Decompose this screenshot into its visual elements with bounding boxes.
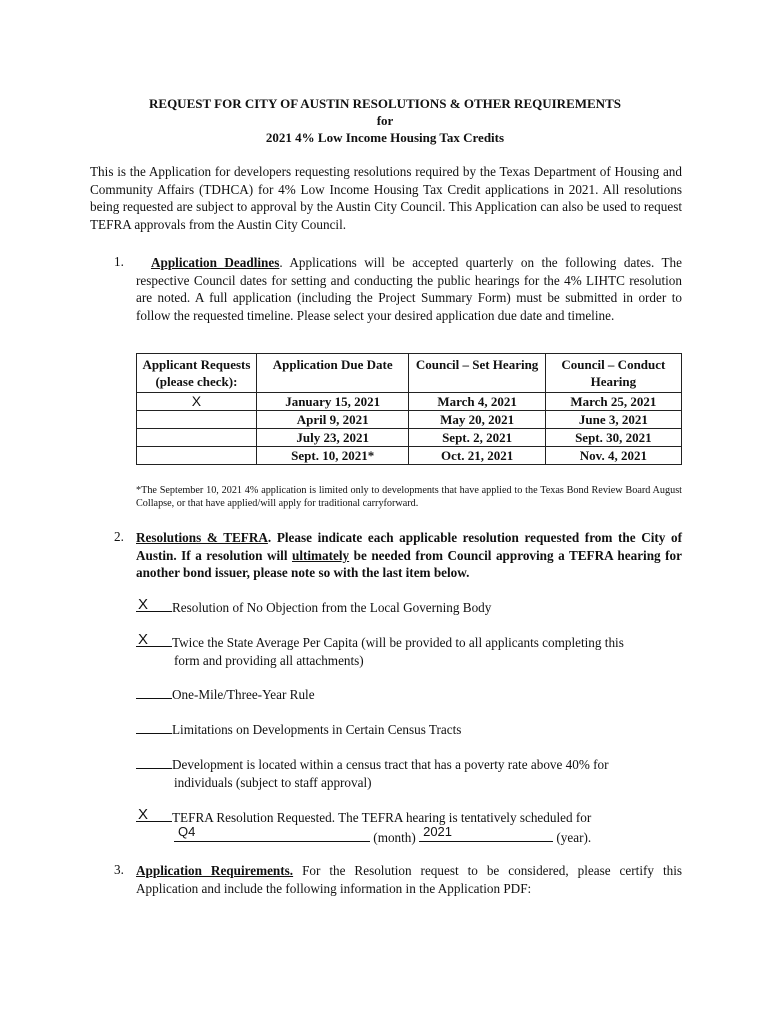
tefra-year-value: 2021 [423, 824, 453, 839]
check-cell[interactable] [137, 447, 257, 465]
option-label: Limitations on Developments in Certain Census Tracts [172, 722, 462, 737]
option-poverty-rate [136, 755, 682, 791]
section-2-body [136, 529, 682, 582]
conduct-hearing-cell: June 3, 2021 [545, 411, 681, 429]
table-footnote: *The September 10, 2021 4% application is limited only to developments that have applied to the Texas Bond Review Board August Collapse, or that have applied/will apply for traditional carryforward. [136, 485, 682, 509]
option-checkbox[interactable] [136, 805, 172, 823]
option-label-cont: individuals (subject to staff approval) [174, 774, 372, 790]
option-checkbox[interactable] [136, 720, 172, 734]
due-date-cell: Sept. 10, 2021* [256, 447, 409, 465]
set-hearing-cell: May 20, 2021 [409, 411, 545, 429]
due-date-cell: January 15, 2021 [256, 393, 409, 411]
table-row [137, 411, 682, 429]
tefra-month-value: Q4 [178, 824, 196, 839]
document-title: REQUEST FOR CITY OF AUSTIN RESOLUTIONS & OTHER REQUIREMENTS [149, 96, 621, 111]
set-hearing-cell: March 4, 2021 [409, 393, 545, 411]
section-2-ultimately: ultimately [292, 547, 350, 563]
option-mark: X [138, 805, 149, 823]
set-hearing-cell: Oct. 21, 2021 [409, 447, 545, 465]
table-header-applicant: Applicant Requests (please check): [137, 354, 257, 393]
section-1-number: 1. [114, 254, 124, 269]
document-title-for: for [376, 113, 394, 128]
option-checkbox[interactable] [136, 755, 172, 769]
document-subtitle: 2021 4% Low Income Housing Tax Credits [265, 130, 505, 145]
option-label: TEFRA Resolution Requested. The TEFRA hearing is tentatively scheduled for [172, 810, 592, 825]
section-3-text: For the Resolution request to be considered, please certify this Application and include the following information in the Application PDF: [136, 863, 682, 896]
option-checkbox[interactable] [136, 685, 172, 699]
check-cell[interactable] [137, 411, 257, 429]
tefra-month-label: (month) [373, 829, 416, 845]
option-mark: X [138, 595, 149, 613]
conduct-hearing-cell: Sept. 30, 2021 [545, 429, 681, 447]
option-label: Development is located within a census tract that has a poverty rate above 40% for [172, 757, 609, 772]
section-3-number: 3. [114, 862, 124, 877]
check-cell[interactable]: X [137, 393, 257, 411]
section-1-body [136, 254, 682, 324]
table-header-conduct-hearing: Council – Conduct Hearing [545, 354, 681, 393]
tefra-year-field[interactable] [419, 824, 553, 842]
option-no-objection [136, 595, 682, 617]
section-2-text-a: . Please indicate each applicable resolution requested from the City of Austin. If a resolution will [136, 530, 682, 563]
option-label: Twice the State Average Per Capita (will be provided to all applicants completing this [172, 635, 624, 650]
option-census-tracts [136, 720, 682, 739]
tefra-year-label: (year). [556, 829, 592, 845]
due-date-cell: July 23, 2021 [256, 429, 409, 447]
section-3-heading: Application Requirements. [136, 863, 294, 878]
conduct-hearing-cell: Nov. 4, 2021 [545, 447, 681, 465]
section-2-heading: Resolutions & TEFRA [136, 530, 268, 545]
option-checkbox[interactable] [136, 595, 172, 613]
option-tefra-resolution [136, 805, 682, 846]
option-label: Resolution of No Objection from the Local Governing Body [172, 600, 492, 615]
intro-paragraph: This is the Application for developers requesting resolutions required by the Texas Department of Housing and Community Affairs (TDHCA) for 4% Low Income Housing Tax Credit applications in 2021. All resolutions being requested are subject to approval by the Austin City Council. This Application can also be used to request TEFRA approvals from the Austin City Council. [90, 164, 682, 232]
set-hearing-cell: Sept. 2, 2021 [409, 429, 545, 447]
due-date-cell: April 9, 2021 [256, 411, 409, 429]
table-row [137, 429, 682, 447]
table-header-row [137, 354, 682, 393]
deadlines-table [136, 353, 682, 465]
conduct-hearing-cell: March 25, 2021 [545, 393, 681, 411]
table-row [137, 447, 682, 465]
section-2-text-b: be needed from Council approving a TEFRA hearing for another bond issuer, please note so with the last item below. [136, 547, 682, 580]
section-2-number: 2. [114, 529, 124, 544]
option-checkbox[interactable] [136, 630, 172, 648]
section-3-body [136, 862, 682, 897]
check-cell[interactable] [137, 429, 257, 447]
option-twice-state-average [136, 630, 682, 669]
tefra-month-field[interactable] [174, 824, 370, 842]
option-one-mile-rule [136, 685, 682, 704]
option-label: One-Mile/Three-Year Rule [172, 687, 315, 702]
section-1-heading: Application Deadlines [150, 255, 280, 270]
section-1-text: . Applications will be accepted quarterly on the following dates. The respective Council dates for setting and conducting the public hearings for the 4% LIHTC resolution are noted. A full application (including the Project Summary Form) must be submitted in order to follow the requested timeline. Please select your desired application due date and timeline. [136, 255, 683, 323]
table-header-due-date: Application Due Date [256, 354, 409, 393]
option-mark: X [138, 630, 149, 648]
table-row [137, 393, 682, 411]
option-label-cont: form and providing all attachments) [174, 652, 364, 668]
table-header-set-hearing: Council – Set Hearing [409, 354, 545, 393]
